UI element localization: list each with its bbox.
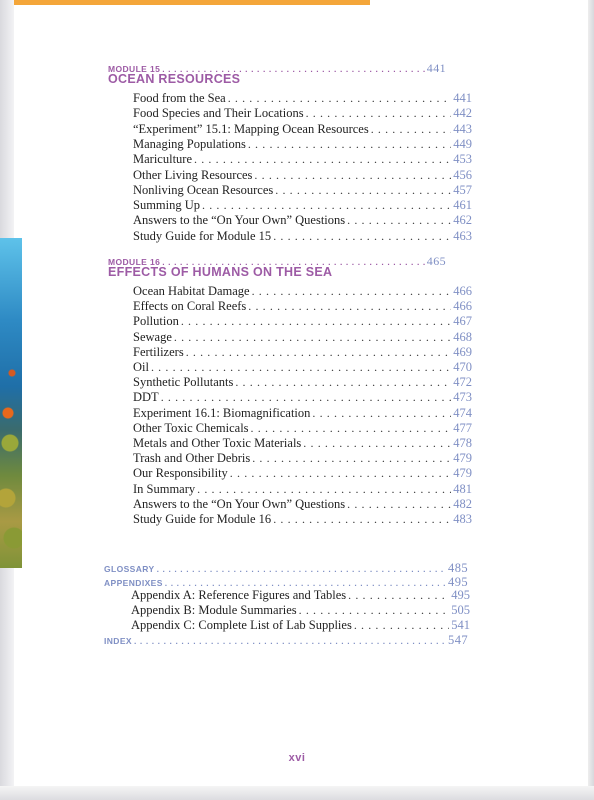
page-number: 485 (448, 561, 468, 575)
page-number: 541 (451, 618, 470, 632)
page-number: 473 (453, 390, 472, 405)
entry-title: Metals and Other Toxic Materials (133, 436, 302, 450)
leader-dots (306, 106, 452, 121)
page-number: 457 (453, 182, 472, 197)
entry-title: In Summary (133, 481, 196, 496)
entry-title: Synthetic Pollutants (133, 375, 234, 390)
page-number: 472 (453, 375, 472, 390)
leader-dots (252, 451, 451, 466)
leader-dots (165, 578, 446, 588)
glossary-label: GLOSSARY (104, 564, 155, 574)
page-number: 547 (448, 633, 468, 647)
entry-title: Food Species and Their Locations (133, 106, 304, 121)
page-number: 482 (453, 496, 472, 511)
entry-title: Study Guide for Module 16 (133, 512, 272, 526)
leader-dots (347, 497, 451, 512)
page-number: 469 (453, 344, 472, 359)
module-label: MODULE 16 (108, 257, 161, 267)
entry-title: Ocean Habitat Damage (133, 284, 250, 298)
leader-dots (254, 168, 451, 183)
page-number: 474 (453, 405, 472, 420)
page-number: 453 (453, 152, 472, 167)
page-number: 441 (426, 61, 446, 75)
leader-dots (312, 406, 451, 421)
page-number: 463 (453, 228, 472, 243)
leader-dots (228, 91, 452, 106)
toc-entry[interactable] (0, 229, 594, 246)
page-number: 468 (453, 329, 472, 344)
page-number: 483 (453, 512, 472, 526)
page-number: 467 (453, 314, 472, 329)
entry-title: Summing Up (133, 198, 201, 213)
folio-page-number: xvi (288, 752, 306, 764)
entry-title: Answers to the “On Your Own” Questions (133, 213, 346, 228)
entry-title: Pollution (133, 314, 179, 329)
entry-title: Other Toxic Chemicals (133, 420, 249, 435)
appendixes-label: APPENDIXES (104, 578, 163, 588)
entry-title: Appendix C: Complete List of Lab Supplies (131, 618, 352, 632)
entry-title: Fertilizers (133, 344, 184, 359)
page-number: 495 (451, 588, 470, 602)
leader-dots (161, 390, 452, 405)
leader-dots (181, 314, 451, 329)
entry-title: Mariculture (133, 152, 193, 167)
leader-dots (235, 375, 451, 390)
leader-dots (273, 512, 451, 527)
leader-dots (347, 213, 451, 228)
entry-title: Study Guide for Module 15 (133, 228, 272, 243)
page-number: 449 (453, 136, 472, 151)
leader-dots (348, 588, 449, 603)
leader-dots (303, 436, 451, 451)
leader-dots (252, 284, 452, 299)
page-number: 456 (453, 167, 472, 182)
entry-title: “Experiment” 15.1: Mapping Ocean Resources (133, 121, 369, 136)
entry-title: Oil (133, 360, 149, 374)
page-number: 466 (453, 284, 472, 298)
page-number: 481 (453, 481, 472, 496)
leader-dots (134, 636, 446, 646)
index-entry[interactable] (0, 633, 594, 650)
leader-dots (248, 137, 451, 152)
entry-title: Food from the Sea (133, 91, 226, 105)
page-number: 442 (453, 106, 472, 121)
leader-dots (186, 345, 452, 360)
leader-dots (299, 603, 450, 618)
page-number: 462 (453, 213, 472, 228)
leader-dots (251, 421, 452, 436)
entry-title: Managing Populations (133, 136, 246, 151)
leader-dots (371, 122, 452, 137)
page-number: 461 (453, 198, 472, 213)
leader-dots (174, 330, 451, 345)
page-number: 443 (453, 121, 472, 136)
entry-title: Appendix B: Module Summaries (131, 603, 297, 617)
leader-dots (273, 229, 451, 244)
module-16-title: EFFECTS OF HUMANS ON THE SEA (108, 265, 333, 279)
leader-dots (194, 152, 451, 167)
entry-title: Our Responsibility (133, 466, 228, 481)
entry-title: Experiment 16.1: Biomagnification (133, 405, 311, 420)
leader-dots (354, 618, 449, 633)
page-number: 441 (453, 91, 472, 105)
leader-dots (248, 299, 451, 314)
leader-dots (202, 198, 451, 213)
page-number: 477 (453, 420, 472, 435)
page-number: 478 (453, 436, 472, 450)
page-number: 470 (453, 360, 472, 374)
entry-title: Answers to the “On Your Own” Questions (133, 496, 346, 511)
page-number: 465 (426, 254, 446, 268)
module-label: MODULE 15 (108, 64, 161, 74)
entry-title: DDT (133, 390, 159, 405)
entry-title: Effects on Coral Reefs (133, 299, 247, 314)
leader-dots (151, 360, 451, 375)
leader-dots (197, 482, 451, 497)
entry-title: Trash and Other Debris (133, 451, 251, 466)
module-15-title: OCEAN RESOURCES (108, 72, 241, 86)
leader-dots (275, 183, 451, 198)
page-number: 479 (453, 451, 472, 466)
entry-title: Appendix A: Reference Figures and Tables (131, 588, 347, 602)
index-label: INDEX (104, 636, 132, 646)
top-color-band (0, 0, 370, 5)
page-number: 466 (453, 299, 472, 314)
page-number: 479 (453, 466, 472, 481)
entry-title: Sewage (133, 329, 172, 344)
leader-dots (230, 466, 451, 481)
entry-title: Nonliving Ocean Resources (133, 182, 274, 197)
toc-entry[interactable] (0, 512, 594, 529)
page-number: 505 (451, 603, 470, 617)
entry-title: Other Living Resources (133, 167, 253, 182)
leader-dots (157, 564, 446, 574)
page-number: 495 (448, 575, 468, 589)
page-edge-bottom (0, 786, 594, 800)
module-15-heading[interactable] (0, 61, 594, 78)
